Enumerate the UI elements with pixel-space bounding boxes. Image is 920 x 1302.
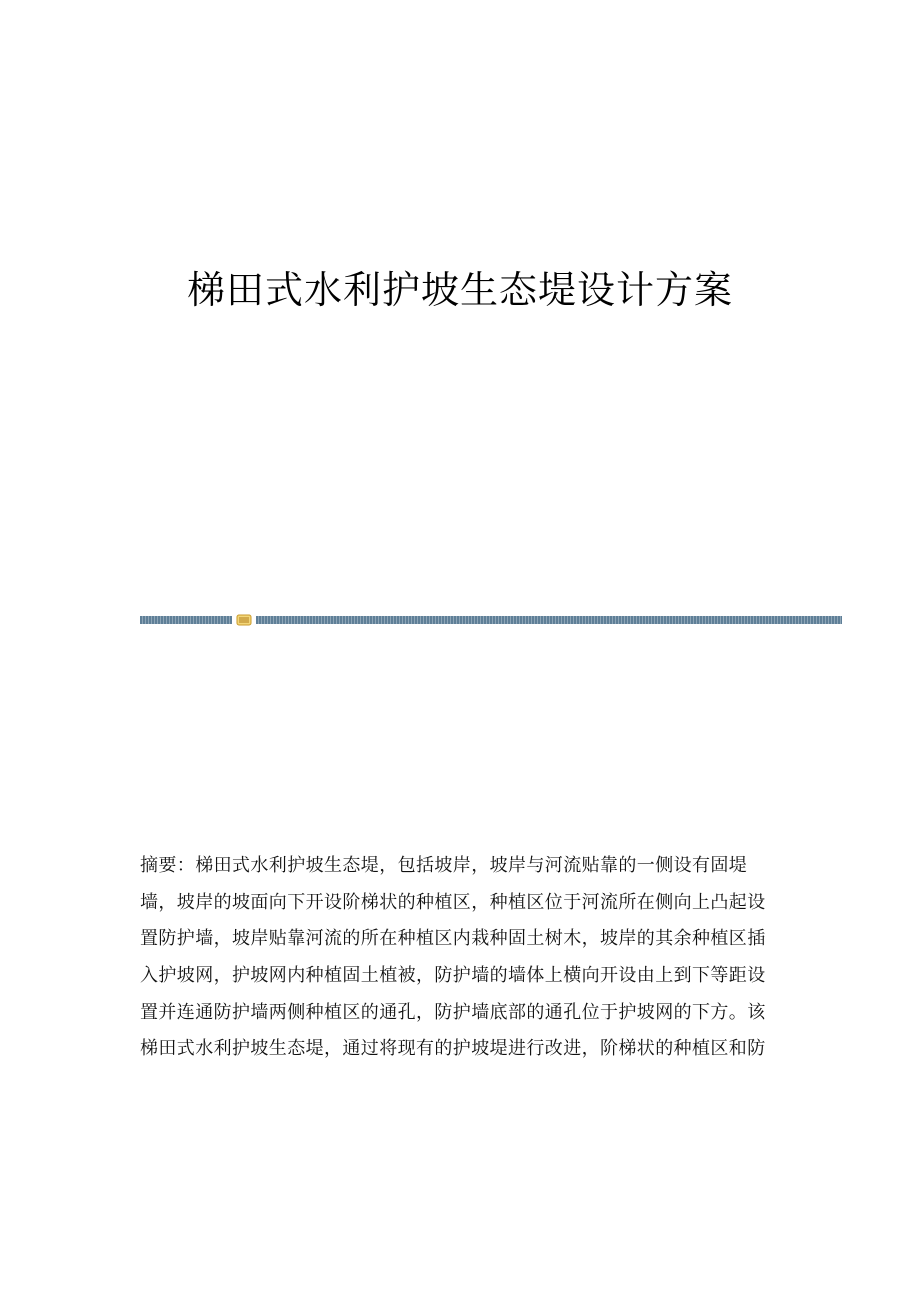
- document-title: 梯田式水利护坡生态堤设计方案: [186, 268, 733, 312]
- ornament-icon: [236, 614, 252, 626]
- abstract-line: 入护坡网，护坡网内种植固土植被，防护墙的墙体上横向开设由上到下等距设: [140, 965, 766, 987]
- abstract-line: 梯田式水利护坡生态堤，通过将现有的护坡堤进行改进，阶梯状的种植区和防: [140, 1038, 766, 1060]
- section-divider: [140, 613, 842, 627]
- abstract-line: 摘要：梯田式水利护坡生态堤，包括坡岸，坡岸与河流贴靠的一侧设有固堤: [140, 855, 748, 876]
- abstract-line: 置防护墙，坡岸贴靠河流的所在种植区内栽种固土树木，坡岸的其余种植区插: [140, 928, 766, 950]
- abstract-paragraph: [140, 848, 772, 1068]
- abstract-line: 墙，坡岸的坡面向下开设阶梯状的种植区，种植区位于河流所在侧向上凸起设: [140, 891, 766, 913]
- divider-bar-left: [140, 616, 232, 624]
- abstract-line: 置并连通防护墙两侧种植区的通孔，防护墙底部的通孔位于护坡网的下方。该: [140, 1001, 766, 1023]
- divider-bar-right: [256, 616, 842, 624]
